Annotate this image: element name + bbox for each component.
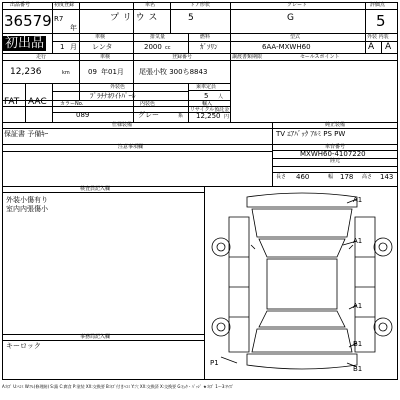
capacity-unit: 人 — [218, 94, 224, 100]
footer-legend: A:ｷｽﾞ U:ﾍｺﾐ W:ﾜﾚ(修理跡) S:錆 C:腐食 P:塗装 XX:交換要 B:ｷｽﾞ付きﾍｺﾐ Y:穴 XX:交換済 X:交換要 G:ﾋｮｳ・ﾊﾞｯｼﾞ ★:ｷｽﾞ 1～3:ｻｲｽﾞ — [2, 384, 234, 389]
cert-label: 譲渡書類期限 — [232, 54, 263, 60]
doors-value: 5 — [188, 13, 194, 23]
recycle-label: リサイクル預託金 — [190, 107, 230, 113]
fuel-label: 燃料 — [200, 34, 211, 40]
divider — [365, 2, 366, 53]
recycle-value: 12,250 — [196, 112, 221, 120]
divider — [52, 41, 398, 42]
divider — [52, 112, 188, 113]
divider — [79, 53, 80, 100]
expiry-value: 09 — [88, 68, 97, 76]
damage-mark-right-front: A1 — [353, 237, 363, 245]
inspector-line-2: 室内内張傷小 — [6, 205, 48, 213]
capacity-value: 5 — [204, 92, 209, 100]
reg-month: 1 — [60, 43, 65, 51]
divider — [79, 2, 80, 53]
equipment-header: 仕様装備 — [112, 122, 133, 128]
score-label: 評価点 — [370, 2, 386, 8]
model-label: 型式 — [290, 34, 301, 40]
divider — [2, 151, 272, 152]
divider — [204, 186, 205, 380]
divider — [2, 192, 204, 193]
first-listing-badge: 初出品 — [5, 36, 45, 51]
width-value: 178 — [340, 173, 354, 181]
mileage-unit: km — [62, 70, 70, 76]
divider — [170, 2, 171, 33]
reg-year-label: 初度登録 — [54, 2, 75, 8]
length-label: 長さ — [276, 174, 287, 180]
expiry-label: 車検 — [100, 54, 111, 60]
grade-value: G — [287, 13, 294, 23]
inspector-line-1: 外装小傷有り — [6, 196, 48, 204]
height-label: 高さ — [362, 174, 373, 180]
fuel-value: ｶﾞｿﾘﾝ — [200, 43, 218, 51]
plate-value: 尾張小牧 300ち8843 — [139, 68, 208, 76]
ext-int-label: 外装 内装 — [367, 34, 389, 40]
sales-point-label: セールスポイント — [300, 54, 340, 60]
vehicle-diagram — [207, 187, 397, 380]
color-no-label: カラーNo. — [60, 101, 84, 107]
displacement-value: 2000 — [144, 43, 162, 51]
spec-header: 純正装備 — [325, 122, 346, 128]
dims-header: 陸元 — [330, 158, 341, 164]
recycle-unit: 円 — [224, 114, 230, 120]
car-name-label: 車名 — [145, 2, 156, 8]
notes-header: 注意事項欄 — [118, 144, 144, 150]
capacity-label: 乗車定員 — [196, 84, 217, 90]
int-color-label: 内装色 — [140, 101, 156, 107]
expiry-unit: 年01月 — [101, 68, 124, 76]
grade-label: グレード — [287, 2, 308, 8]
divider — [52, 2, 53, 53]
color-no-value: 089 — [76, 111, 90, 119]
divider — [188, 90, 230, 91]
reg-year-suffix: 年 — [70, 24, 77, 32]
equipment-value: 保証書 予備ｷｰ — [4, 130, 49, 138]
damage-mark-rear-right: B1 — [353, 340, 363, 348]
interior-grade: A — [385, 42, 392, 52]
divider — [230, 2, 231, 53]
divider — [2, 9, 398, 10]
mileage-value: 12,236 — [10, 67, 42, 77]
chassis-header: 車台番号 — [325, 144, 346, 150]
lot-number: 36579 — [4, 12, 52, 30]
divider — [52, 83, 53, 122]
int-color-unit: 系 — [178, 113, 184, 119]
height-value: 143 — [380, 173, 394, 181]
ext-color-label: 外装色 — [110, 84, 126, 90]
divider — [188, 83, 189, 122]
divider — [272, 122, 273, 186]
divider — [2, 340, 204, 341]
chassis-value: MXWH60-4107220 — [300, 150, 366, 158]
ext-color-value: ﾌﾟﾗﾁﾅﾎﾜｲﾄﾊﾟｰﾙ — [90, 92, 136, 100]
damage-mark-rear-left: P1 — [210, 359, 219, 367]
import-label: 輸入 — [202, 101, 213, 107]
divider — [272, 166, 398, 167]
shift-value: FAT — [4, 97, 20, 107]
displacement-unit: cc — [165, 45, 171, 51]
divider — [2, 60, 398, 61]
int-color-value: グレー — [138, 111, 159, 119]
dealer-header: 事務局記入欄 — [80, 334, 111, 340]
divider — [230, 53, 231, 122]
damage-mark-front: A1 — [353, 196, 363, 204]
model-value: 6AA-MXWH60 — [262, 43, 311, 51]
exterior-grade: A — [368, 42, 375, 52]
divider — [381, 41, 382, 53]
doors-label: ドア形状 — [190, 2, 210, 8]
length-value: 460 — [296, 173, 310, 181]
ac-value: AAC — [28, 97, 47, 107]
car-name: プリウス — [110, 13, 162, 23]
divider — [188, 33, 189, 53]
inspection-value: レンタ — [92, 43, 113, 51]
inspection-label: 車検 — [95, 34, 106, 40]
score-value: 5 — [376, 12, 386, 30]
divider — [2, 128, 398, 129]
width-label: 幅 — [328, 174, 334, 180]
divider — [25, 83, 26, 122]
mileage-label: 走行 — [36, 54, 47, 60]
reg-era: R7 — [54, 15, 64, 23]
displacement-label: 排気量 — [150, 34, 166, 40]
inspector-header: 検査員記入欄 — [80, 186, 111, 192]
dealer-value: キーロック — [6, 342, 41, 350]
damage-mark-rear-bumper: B1 — [353, 365, 363, 373]
lot-no-label: 出品番号 — [10, 2, 31, 8]
spec-value: TV ｴｱﾊﾞｯｸ ｱﾙﾐ PS PW — [276, 130, 346, 138]
reg-month-suffix: 月 — [70, 43, 77, 51]
damage-mark-right-rear: A1 — [353, 302, 363, 310]
plate-label: 登録番号 — [172, 54, 193, 60]
divider — [133, 2, 134, 53]
